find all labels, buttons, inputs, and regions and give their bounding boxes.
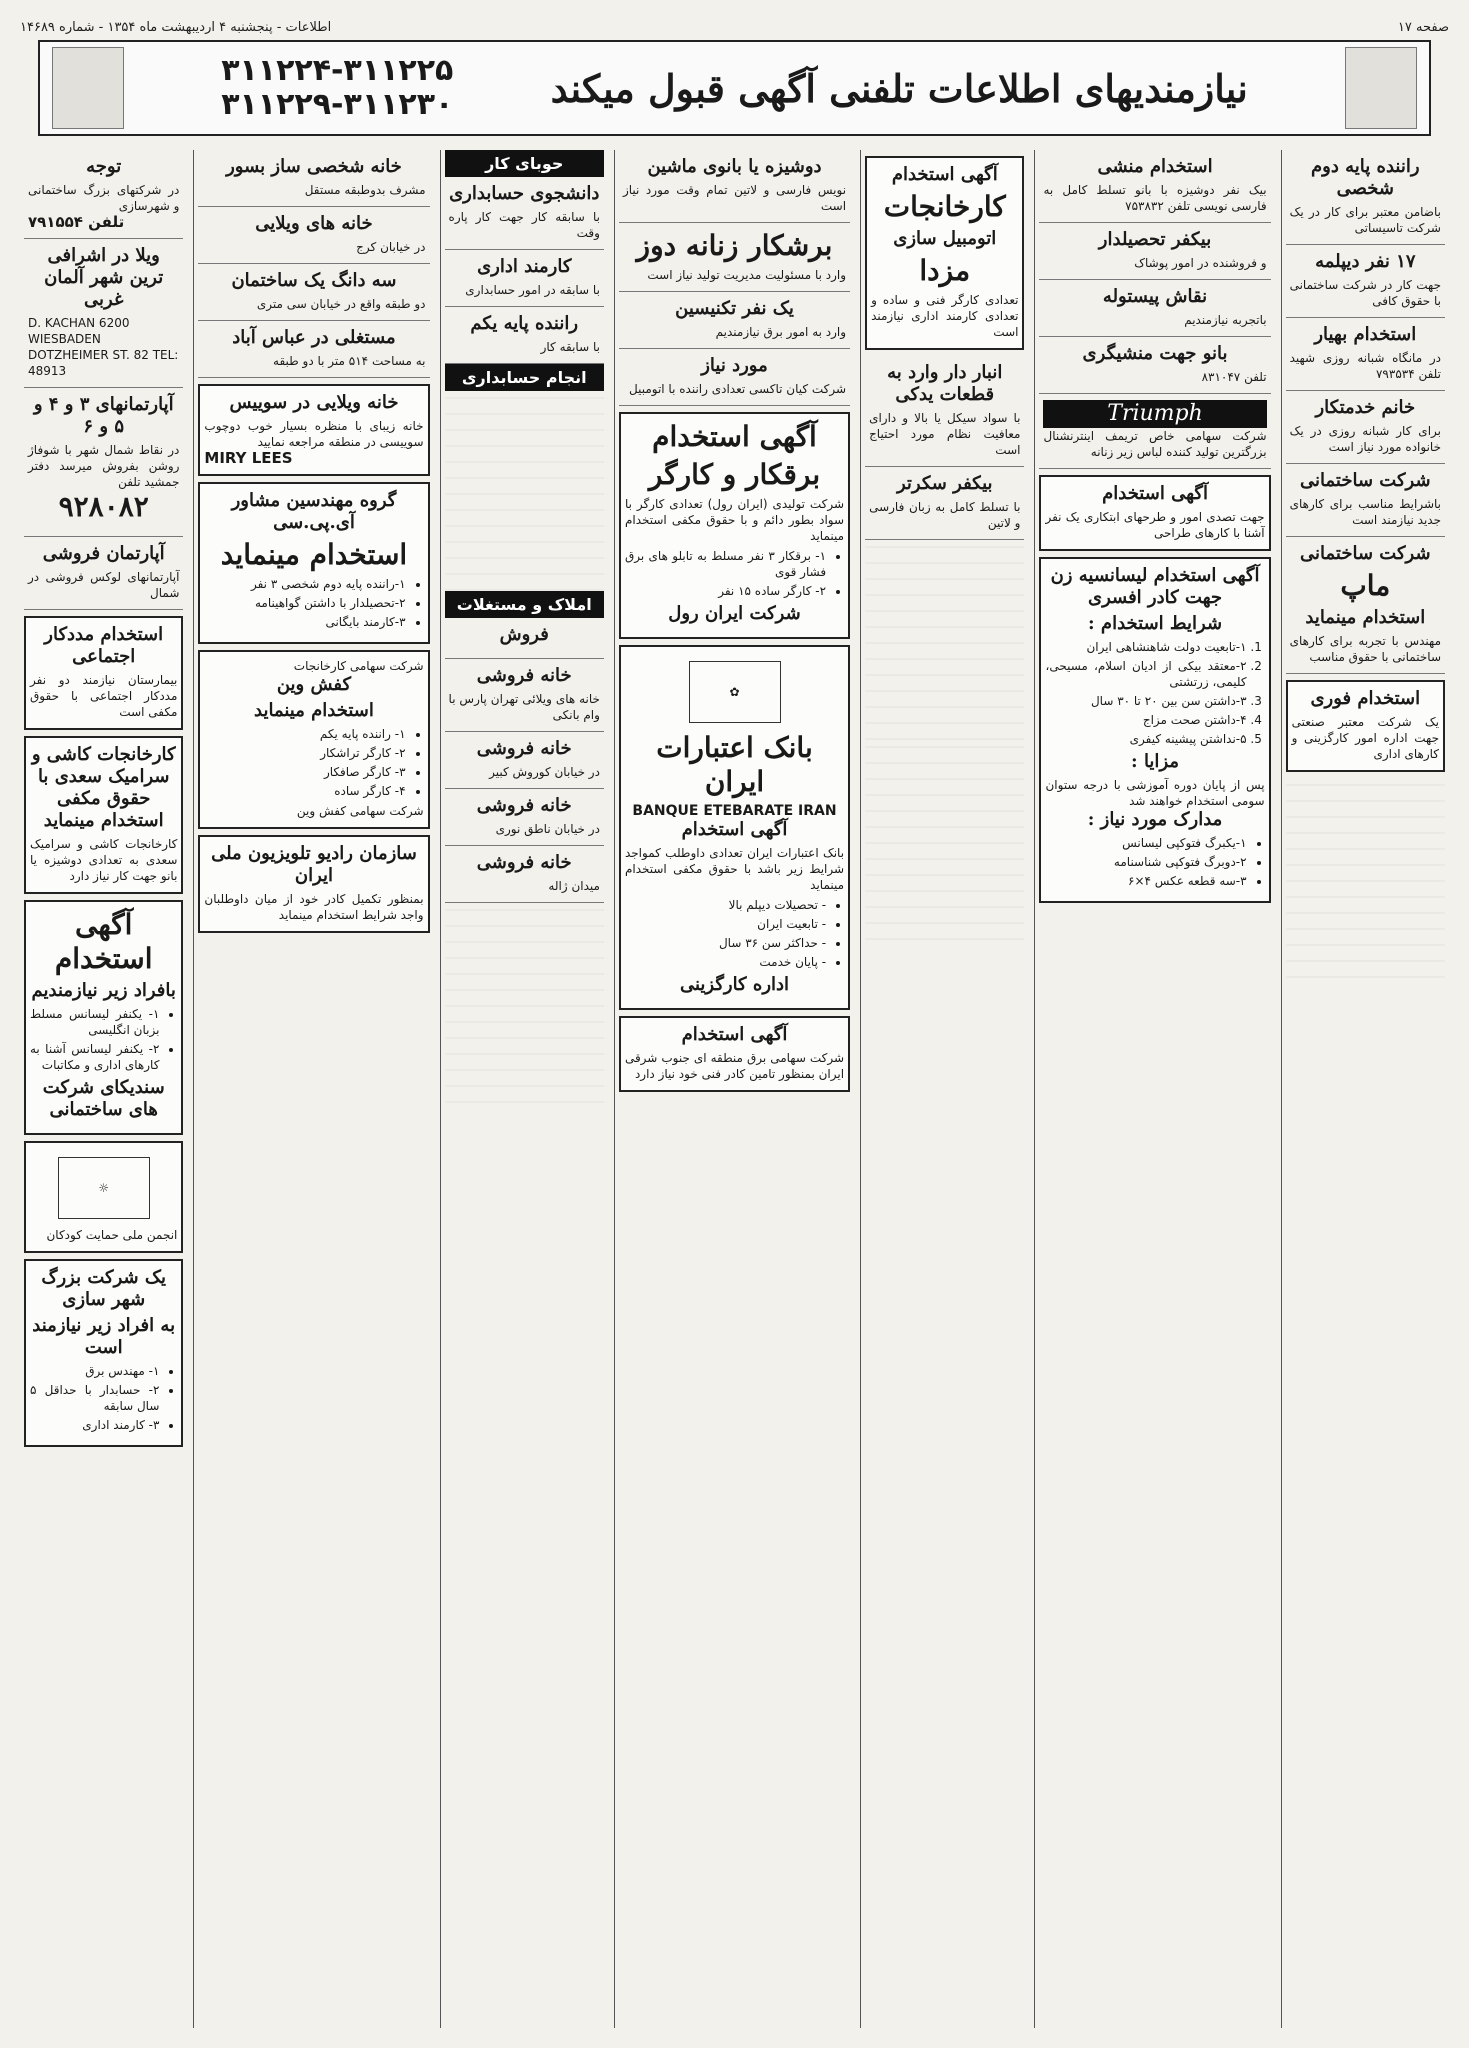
column-6 (193, 150, 433, 2028)
columns (20, 150, 1449, 2028)
column-2 (1034, 150, 1274, 2028)
ad-title: خانه فروشی (476, 795, 572, 816)
map-company-ad (1286, 537, 1445, 674)
docs-title: مدارک مورد نیاز : (1087, 809, 1223, 830)
list-item: 3. ۳-داشتن سن بین ۲۰ تا ۳۰ سال (1045, 693, 1246, 709)
classified-ad (1286, 150, 1445, 245)
ad-body: با سابقه کار (540, 340, 600, 354)
body-text-block (445, 903, 604, 1103)
urban-company-ad (24, 1259, 183, 1447)
list-item: • ۴- کارگر ساده (204, 783, 405, 799)
ad-title: راننده پایه دوم شخصی (1311, 156, 1420, 199)
list-item: • ۱-یکبرگ فتوکپی لیسانس (1045, 835, 1246, 851)
ad-body: پس از پایان دوره آموزشی با درجه ستوان سومی استخدام خواهند شد (1045, 778, 1265, 808)
column-1 (1281, 150, 1449, 2028)
bank-latin-name: BANQUE ETEBARATE IRAN (632, 803, 837, 819)
list-item: • ۱- راننده پایه یکم (204, 726, 405, 742)
ad-title: خانه فروشی (476, 738, 572, 759)
ad-title: مستغلی در عباس آباد (232, 327, 396, 348)
ad-body: نویس فارسی و لاتین تمام وقت مورد نیاز است (622, 183, 847, 213)
classifieds-banner (38, 40, 1431, 136)
list-item: • ۳- کارگر صافکار (204, 764, 405, 780)
requirements-list (625, 897, 826, 970)
classified-ad (619, 349, 850, 406)
list-item: • - تابعیت ایران (625, 916, 826, 932)
ad-heading: کارخانجات (883, 190, 1006, 223)
classified-ad (865, 467, 1024, 540)
ad-title: سه دانگ یک ساختمان (231, 270, 397, 291)
villa-brand: MIRY LEES (204, 449, 293, 467)
list-item: • ۱- یکنفر لیسانس مسلط بزبان انگلیسی (30, 1006, 159, 1038)
ad-title: کارخانجات کاشی و سرامیک سعدی با حقوق مکفی استخدام مینماید (31, 744, 176, 831)
ad-subtitle: استخدام مینماید (220, 538, 408, 571)
classified-ad (445, 250, 604, 307)
list-item: • ۲- یکنفر لیسانس آشنا به کارهای اداری و مکاتبات (30, 1041, 159, 1073)
ad-body: جهت کار در شرکت ساختمانی با حقوق کافی (1289, 278, 1441, 308)
ad-body: یک شرکت معتبر صنعتی جهت اداره امور کارگزینی و کارهای اداری (1291, 715, 1439, 761)
mazda-brand: مزدا (919, 254, 971, 287)
list-item: • ۲-دوبرگ فتوکپی شناسنامه (1045, 854, 1246, 870)
column-5 (440, 150, 608, 2028)
swiss-villa-ad (198, 384, 429, 476)
ad-title: بیکفر سکرتر (896, 473, 993, 494)
list-item: • - پایان خدمت (625, 954, 826, 970)
ad-body: شرکت تولیدی (ایران رول) تعدادی کارگر با سواد بطور دائم و با حقوق مکفی استخدام مینماید (624, 497, 845, 543)
ad-body: وارد با مسئولیت مدیریت تولید نیاز است (647, 268, 847, 282)
ad-title: سازمان رادیو تلویزیون ملی ایران (211, 843, 417, 886)
ad-body: در مانگاه شبانه روزی شهید تلفن ۷۹۳۵۳۴ (1289, 351, 1441, 381)
ad-body: آپارتمانهای لوکس فروشی در شمال (28, 570, 180, 600)
classified-ad (619, 150, 850, 223)
page-header (20, 14, 1449, 40)
requirements-list (625, 548, 826, 599)
ad-title: آپارتمان فروشی (42, 543, 165, 564)
ad-body: در خیابان ناطق نوری (495, 822, 600, 836)
ad-footer: شرکت سهامی کفش وین (296, 804, 424, 818)
classified-ad (198, 321, 429, 378)
conditions-title: شرایط استخدام : (1088, 613, 1223, 634)
ad-title: یک نفر تکنیسین (675, 298, 794, 319)
company-name: شرکت سهامی کارخانجات (293, 659, 424, 673)
ad-title: دانشجوی حسابداری (449, 183, 600, 204)
ad-title: دوشیزه یا بانوی ماشین (647, 156, 822, 177)
ad-body: خانه های ویلائی تهران پارس با وام بانکی (448, 692, 600, 722)
ad-body: تعدادی کارگر فنی و ساده و تعدادی کارمند اداری نیازمند است (871, 293, 1019, 339)
ad-title: بیکفر تحصیلدار (1098, 229, 1212, 250)
classified-ad (445, 789, 604, 846)
requirements-list (30, 1363, 159, 1433)
ad-body: انجمن ملی حمایت کودکان (46, 1228, 178, 1242)
shoe-company-ad (198, 650, 429, 829)
list-item: • ۳- کارمند اداری (30, 1417, 159, 1433)
body-text-block (445, 391, 604, 591)
classified-ad (1039, 280, 1270, 337)
ad-body: با سابقه کار جهت کار پاره وقت (448, 210, 600, 240)
classified-ad (1286, 318, 1445, 391)
ad-body: شرکت سهامی خاص تریمف اینترنشنال بزرگترین تولید کننده لباس زیر زنانه (1043, 429, 1267, 459)
classified-ad (1286, 245, 1445, 318)
ad-title: بانو جهت منشیگری (1082, 343, 1228, 364)
ad-title: خانم خدمتکار (1315, 397, 1416, 418)
list-item: • ۲-تحصیلدار با داشتن گواهینامه (204, 595, 405, 611)
map-brand: ماپ (1340, 569, 1391, 602)
ad-title: ویلا در اشرافی ترین شهر آلمان غربی (44, 245, 164, 310)
classified-ad (24, 388, 183, 537)
classified-ad (24, 239, 183, 388)
ad-body: باضامن معتبر برای کار در یک شرکت تاسیساتی (1289, 205, 1441, 235)
ad-title: راننده پایه یکم (470, 313, 579, 334)
urgent-hire-ad (1286, 680, 1445, 772)
ad-title: خانه فروشی (476, 852, 572, 873)
ad-subtitle: برقکار و کارگر (648, 458, 821, 491)
list-item: • ۲- کارگر ساده ۱۵ نفر (625, 583, 826, 599)
triumph-logo: Triumph (1043, 400, 1266, 428)
triumph-ad (1039, 394, 1270, 469)
ad-footer: شرکت ایران رول (668, 603, 801, 624)
ad-body: در خیابان کرج (356, 240, 426, 254)
classified-ad (24, 150, 183, 239)
officer-hire-ad (1039, 557, 1270, 903)
children-society-ad (24, 1141, 183, 1253)
ad-title: ۱۷ نفر دیپلمه (1315, 251, 1416, 272)
classified-ad (198, 207, 429, 264)
classified-ad (445, 177, 604, 250)
ad-body: به مساحت ۵۱۴ متر با دو طبقه (273, 354, 426, 368)
ad-title: آگهی استخدام (681, 819, 788, 840)
society-logo-icon: ☼ (58, 1157, 150, 1219)
classified-ad (1039, 150, 1270, 223)
masthead: اطلاعات - پنجشنبه ۴ اردیبهشت ماه ۱۳۵۴ - شماره ۱۴۶۸۹ (20, 19, 332, 35)
ad-body: با سابقه در امور حسابداری (465, 283, 600, 297)
classified-ad (865, 356, 1024, 467)
list-item: • ۱- مهندس برق (30, 1363, 159, 1379)
ad-title: آگهی استخدام (652, 420, 817, 453)
ad-body: باشرایط مناسب برای کارهای جدید نیازمند است (1289, 497, 1441, 527)
power-company-ad (619, 1016, 850, 1092)
requirements-list (30, 1006, 159, 1073)
ad-subtitle: بافراد زیر نیازمندیم (31, 980, 176, 1001)
ad-title: آپارتمانهای ۳ و ۴ و ۵ و ۶ (33, 394, 174, 437)
social-worker-ad (24, 616, 183, 730)
banner-title: نیازمندیهای اطلاعات تلفنی آگهی قبول میکند (550, 65, 1248, 111)
ad-title: نقاش پیستوله (1102, 286, 1208, 307)
ad-body: تلفن ۸۳۱۰۴۷ (1201, 370, 1267, 384)
list-item: • ۲- کارگر تراشکار (204, 745, 405, 761)
sale-heading (445, 618, 604, 659)
ad-body: D. KACHAN 6200 WIESBADEN DOTZHEIMER ST. 82 TEL: 48913 (28, 316, 179, 378)
classified-ad (1286, 391, 1445, 464)
ad-title: استخدام منشی (1097, 156, 1213, 177)
ad-title: یک شرکت بزرگ شهر سازی (41, 1267, 167, 1310)
benefits-title: مزایا : (1131, 751, 1180, 772)
section-header: انجام حسابداری (445, 364, 604, 391)
classified-ad (445, 732, 604, 789)
ad-title: فروش (499, 624, 549, 645)
classified-ad (619, 223, 850, 292)
ad-title: استخدام فوری (1310, 688, 1421, 709)
list-item: • ۲- حسابدار با حداقل ۵ سال سابقه (30, 1382, 159, 1414)
hire-notice-ad (1039, 475, 1270, 551)
ad-subheading: اتومبیل سازی (893, 228, 997, 249)
ad-title: آگهی استخدام (891, 164, 998, 185)
ad-title: آگهی استخدام (1102, 483, 1208, 504)
docs-list (1045, 835, 1246, 889)
ad-body: دو طبقه واقع در خیابان سی متری (256, 297, 426, 311)
ad-title: خانه فروشی (476, 665, 572, 686)
requirements-list (204, 726, 405, 799)
classified-ad (1039, 223, 1270, 280)
ad-title: آگهی استخدام (681, 1024, 788, 1045)
conditions-list (1045, 639, 1246, 747)
ad-title: خانه های ویلایی (255, 213, 373, 234)
ad-body: برای کار شبانه روزی در یک خانواده مورد نیاز است (1289, 424, 1441, 454)
list-item: • ۳-کارمند بایگانی (204, 614, 405, 630)
ad-body: در خیابان کوروش کبیر (489, 765, 600, 779)
ad-title: خانه ویلایی در سوییس (229, 392, 399, 413)
ad-title: آگهی استخدام (54, 908, 153, 975)
ad-title: خانه شخصی ساز بسور (226, 156, 402, 177)
ad-footer: سندیکای شرکت های ساختمانی (42, 1077, 165, 1120)
company-brand: کفش وین (276, 674, 352, 695)
ad-body: بیمارستان نیازمند دو نفر مددکار اجتماعی با حقوق مکفی است (30, 673, 178, 719)
ad-body: مشرف بدوطبقه مستقل (304, 183, 426, 197)
ad-body: با سواد سیکل یا بالا و دارای معافیت نظام مورد احتیاج است (869, 411, 1021, 457)
ad-body: مهندس با تجربه برای کارهای ساختمانی با حقوق مناسب (1289, 634, 1441, 664)
classified-ad (1039, 337, 1270, 394)
list-item: • - تحصیلات دیپلم بالا (625, 897, 826, 913)
list-item: 4. ۴-داشتن صحت مزاج (1045, 712, 1246, 728)
body-text-block (865, 740, 1024, 940)
ad-phone: تلفن ۷۹۱۵۵۴ (28, 213, 125, 231)
banner-phones (221, 54, 453, 122)
requirements-list (204, 576, 405, 630)
ad-subtitle: استخدام مینماید (254, 700, 374, 721)
ad-body: بیک نفر دوشیزه با بانو تسلط کامل به فارسی نویسی تلفن ۷۵۳۸۳۲ (1043, 183, 1267, 213)
column-3 (860, 150, 1028, 2028)
ad-title: شرکت ساختمانی (1300, 470, 1431, 491)
body-text-block (1286, 778, 1445, 978)
ad-subtitle: به افراد زیر نیازمند است (32, 1315, 176, 1358)
classified-ad (445, 659, 604, 732)
classified-ad (198, 150, 429, 207)
ad-title: شرکت ساختمانی (1300, 543, 1431, 564)
section-header: حوبای کار (445, 150, 604, 177)
list-item: • ۳-سه قطعه عکس ۴×۶ (1045, 873, 1246, 889)
mazda-ad (865, 156, 1024, 350)
list-item: 2. ۲-معتقد بیکی از ادیان اسلام، مسیحی، کلیمی، زرتشتی (1045, 658, 1246, 690)
list-item: • - حداکثر سن ۳۶ سال (625, 935, 826, 951)
ad-title: توجه (86, 156, 122, 177)
ad-body: بانک اعتبارات ایران تعدادی داوطلب کمواجد شرایط زیر باشد با حقوق مکفی استخدام مینماید (624, 846, 845, 892)
ad-title: مورد نیاز (701, 355, 768, 376)
construction-syndicate-ad (24, 900, 183, 1135)
ad-title: آگهی استخدام لیسانسیه زن جهت کادر افسری (1050, 565, 1260, 608)
ad-body: وارد به امور برق نیازمندیم (715, 325, 847, 339)
banner-illustration-right (1345, 47, 1417, 129)
banner-illustration-left (52, 47, 124, 129)
ad-body: خانه زیبای با منظره بسیار خوب دوچوب سوییسی در منطقه مراجعه نمایید (204, 419, 424, 449)
column-4 (614, 150, 854, 2028)
ad-title: استخدام بهیار (1314, 324, 1417, 345)
ad-body: در نقاط شمال شهر با شوفاژ روشن بفروش میرسد دفتر جمشید تلفن (28, 443, 180, 489)
list-item: • ۱- برقکار ۳ نفر مسلط به تابلو های برق فشار قوی (625, 548, 826, 580)
classified-ad (445, 307, 604, 364)
banner-phone-top: ۳۱۱۲۲۴-۳۱۱۲۲۵ (221, 53, 454, 88)
classified-ad (619, 292, 850, 349)
page-number: صفحه ۱۷ (1397, 19, 1449, 35)
ad-body: میدان ژاله (548, 879, 600, 893)
list-item: 5. ۵-نداشتن پیشینه کیفری (1045, 731, 1246, 747)
ad-title: استخدام مددکار اجتماعی (44, 624, 164, 667)
ad-body: شرکت کیان تاکسی تعدادی راننده با اتومبیل (628, 382, 847, 396)
engineers-ad (198, 482, 429, 644)
radio-tv-ad (198, 835, 429, 933)
ad-body: با تسلط کامل به زبان فارسی و لاتین (869, 500, 1021, 530)
ad-body: در شرکتهای بزرگ ساختمانی و شهرسازی (28, 183, 180, 213)
ad-footer: اداره کارگزینی (679, 974, 790, 995)
ad-body: و فروشنده در امور پوشاک (1134, 256, 1267, 270)
ad-title: انبار دار وارد به قطعات یدکی (887, 362, 1003, 405)
classified-ad (445, 846, 604, 903)
ad-body: باتجربه نیازمندیم (1184, 313, 1267, 327)
iran-roll-ad (619, 412, 850, 639)
banner-phone-bottom: ۳۱۱۲۲۹-۳۱۱۲۳۰ (221, 87, 454, 122)
bank-ad (619, 645, 850, 1010)
ad-title: گروه مهندسین مشاور آی.پی.سی (231, 490, 397, 533)
bank-name: بانک اعتبارات ایران (656, 731, 813, 798)
ad-body: کارخانجات کاشی و سرامیک سعدی به تعدادی دوشیزه یا بانو جهت کار نیاز دارد (30, 837, 178, 883)
list-item: • ۱-راننده پایه دوم شخصی ۳ نفر (204, 576, 405, 592)
ad-body: بمنظور تکمیل کادر خود از میان داوطلبان واجد شرایط استخدام مینماید (204, 892, 424, 922)
classified-ad (24, 537, 183, 610)
column-7 (20, 150, 187, 2028)
classified-ad (198, 264, 429, 321)
list-item: 1. ۱-تابعیت دولت شاهنشاهی ایران (1045, 639, 1246, 655)
ad-title: برشکار زنانه دوز (636, 229, 833, 262)
classified-ad (1286, 464, 1445, 537)
tile-factory-ad (24, 736, 183, 894)
ad-title: کارمند اداری (477, 256, 572, 277)
ad-big-phone: ۹۲۸۰۸۲ (58, 490, 149, 523)
bank-logo-icon: ✿ (689, 661, 781, 723)
ad-body: جهت تصدی امور و طرحهای ابتکاری یک نفر آشنا با کارهای طراحی (1045, 510, 1265, 540)
ad-subtitle: استخدام مینماید (1305, 607, 1426, 628)
ad-body: شرکت سهامی برق منطقه ای جنوب شرقی ایران بمنظور تامین کادر فنی خود نیاز دارد (624, 1051, 845, 1081)
body-text-block (865, 540, 1024, 740)
section-header: املاک و مستغلات (445, 591, 604, 618)
